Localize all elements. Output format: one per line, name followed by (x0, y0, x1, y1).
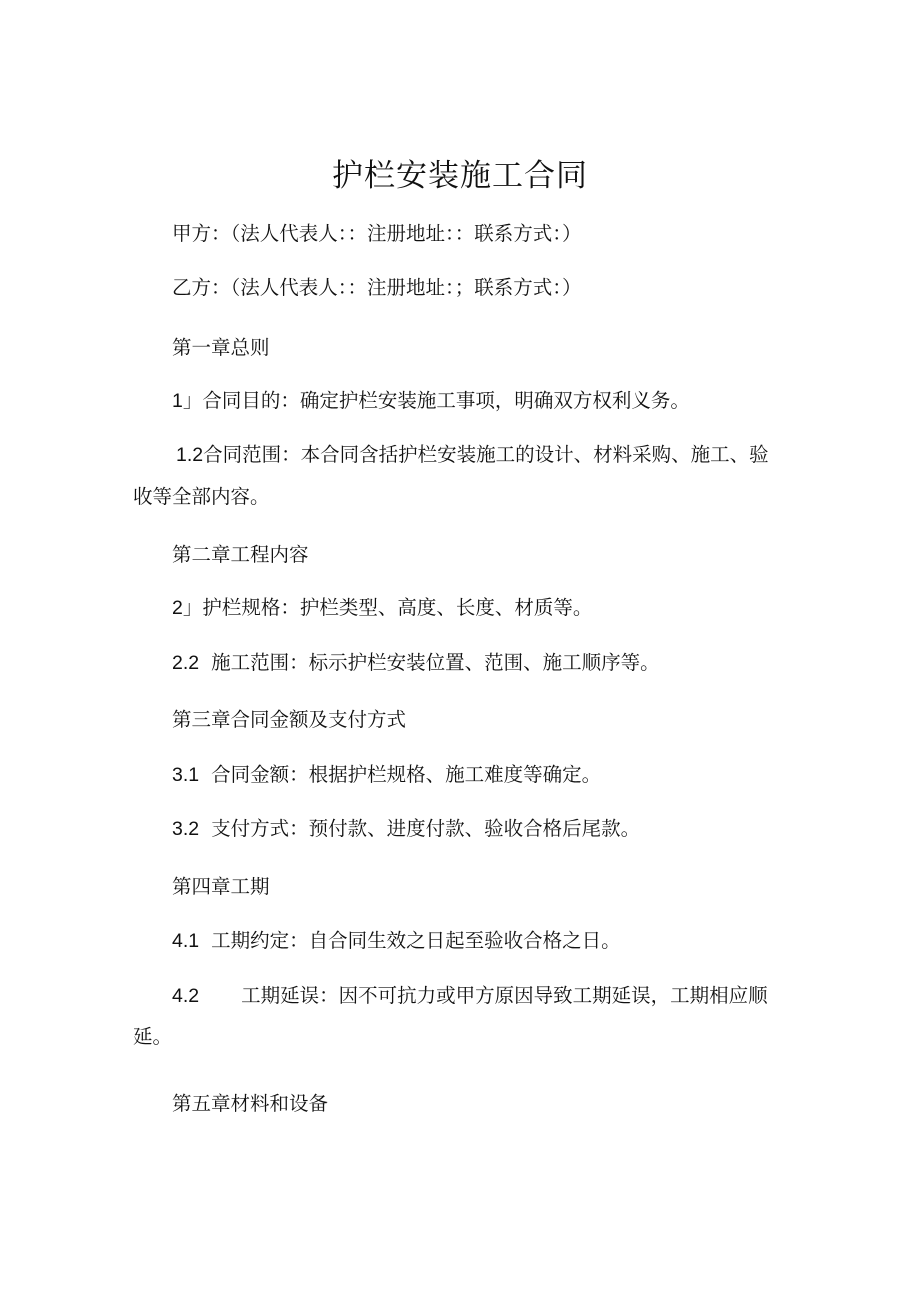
page-title: 护栏安装施工合同 (332, 158, 588, 194)
clause-1-2-continuation: 收等全部内容。 (133, 485, 270, 508)
clause-text: 合同目的：确定护栏安装施工事项，明确双方权利义务。 (202, 389, 690, 412)
clause-number: 4.2 (172, 985, 200, 1007)
clause-number: 2.2 (172, 652, 200, 674)
clause-number: 3.1 (172, 764, 200, 786)
party-a-line: 甲方：（法人代表人：：注册地址：：联系方式：） (172, 222, 582, 245)
clause-1-1 (172, 389, 690, 413)
party-b-line: 乙方：（法人代表人：：注册地址：；联系方式：） (172, 276, 582, 299)
clause-text: 施工范围：标示护栏安装位置、范围、施工顺序等。 (211, 651, 660, 674)
clause-4-1 (172, 929, 621, 953)
clause-text: 合同金额：根据护栏规格、施工难度等确定。 (211, 763, 602, 786)
clause-number: 1.2 (176, 444, 204, 466)
chapter-1-heading: 第一章总则 (172, 336, 270, 359)
chapter-4-heading: 第四章工期 (172, 875, 270, 898)
clause-text: 工期延误：因不可抗力或甲方原因导致工期延误，工期相应顺 (241, 984, 768, 1007)
chapter-5-heading: 第五章材料和设备 (172, 1092, 329, 1115)
clause-number: 4.1 (172, 930, 200, 952)
clause-number: 2」 (172, 597, 203, 619)
clause-text: 护栏规格：护栏类型、高度、长度、材质等。 (202, 596, 593, 619)
clause-1-2 (176, 443, 769, 467)
clause-3-2 (172, 817, 640, 841)
clause-2-1 (172, 596, 592, 620)
clause-text: 工期约定：自合同生效之日起至验收合格之日。 (211, 929, 621, 952)
clause-4-2-continuation: 延。 (133, 1025, 173, 1048)
clause-text: 支付方式：预付款、进度付款、验收合格后尾款。 (211, 817, 641, 840)
clause-text: 合同范围：本合同含括护栏安装施工的设计、材料采购、施工、验 (203, 443, 769, 466)
clause-2-2 (172, 651, 660, 675)
clause-number: 1」 (172, 390, 203, 412)
chapter-2-heading: 第二章工程内容 (172, 543, 309, 566)
clause-number: 3.2 (172, 818, 200, 840)
clause-3-1 (172, 763, 601, 787)
chapter-3-heading: 第三章合同金额及支付方式 (172, 708, 407, 731)
clause-4-2 (172, 984, 768, 1008)
